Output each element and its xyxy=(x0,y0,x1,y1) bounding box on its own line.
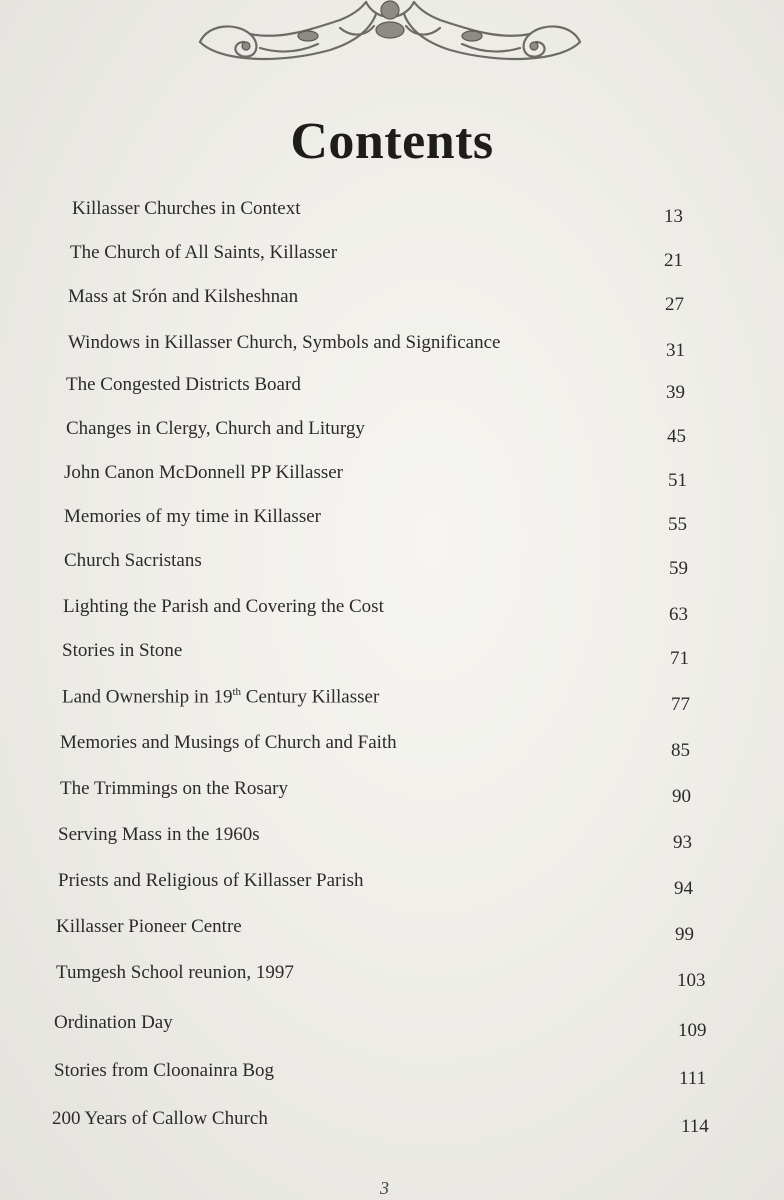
toc-entry-title: The Congested Districts Board xyxy=(66,374,301,395)
toc-entry-page: 51 xyxy=(668,470,687,491)
toc-entry-page: 21 xyxy=(664,250,683,271)
toc-entry xyxy=(64,506,718,536)
toc-entry xyxy=(58,824,723,854)
toc-entry-page: 55 xyxy=(668,514,687,535)
toc-entry-title: Land Ownership in 19th Century Killasser xyxy=(62,686,380,708)
toc-entry xyxy=(54,1060,729,1090)
toc-entry xyxy=(66,374,716,404)
toc-entry-page: 13 xyxy=(664,206,683,227)
toc-entry-title: Tumgesh School reunion, 1997 xyxy=(56,962,294,983)
toc-entry-page: 85 xyxy=(671,740,690,761)
toc-entry xyxy=(72,198,714,228)
toc-entry-page: 39 xyxy=(666,382,685,403)
toc-entry-title: Killasser Churches in Context xyxy=(72,198,301,219)
toc-entry-title: Mass at Srón and Kilsheshnan xyxy=(68,286,299,307)
page-number: 3 xyxy=(380,1178,389,1198)
toc-entry-page: 31 xyxy=(666,340,685,361)
toc-entry-title: Church Sacristans xyxy=(64,550,202,571)
toc-entry-title: Ordination Day xyxy=(54,1012,173,1033)
toc-entry xyxy=(58,870,724,900)
toc-entry-title: Priests and Religious of Killasser Parish xyxy=(58,870,364,891)
toc-entry xyxy=(70,242,714,272)
toc-entry-page: 45 xyxy=(667,426,686,447)
toc-entry-page: 109 xyxy=(678,1020,707,1041)
toc-entry-title: 200 Years of Callow Church xyxy=(52,1108,268,1129)
toc-entry-page: 103 xyxy=(677,970,706,991)
toc-entry xyxy=(63,596,719,626)
toc-entry xyxy=(68,332,716,362)
toc-entry-page: 27 xyxy=(665,294,684,315)
toc-entry-title: The Church of All Saints, Killasser xyxy=(70,242,338,263)
toc-entry xyxy=(60,732,721,762)
toc-entry-title: John Canon McDonnell PP Killasser xyxy=(64,462,344,483)
toc-entry xyxy=(60,778,722,808)
toc-entry-title: Windows in Killasser Church, Symbols and Significance xyxy=(68,332,501,353)
toc-entry xyxy=(68,286,715,316)
toc-entry-page: 90 xyxy=(672,786,691,807)
toc-entry-page: 114 xyxy=(681,1116,709,1137)
toc-entry-page: 77 xyxy=(671,694,690,715)
toc-entry-title: Stories in Stone xyxy=(62,640,183,661)
toc-entry-page: 94 xyxy=(674,878,693,899)
toc-entry-page: 93 xyxy=(673,832,692,853)
toc-entry-page: 111 xyxy=(679,1068,707,1089)
toc-entry-title: Serving Mass in the 1960s xyxy=(58,824,260,845)
toc-entry xyxy=(56,916,725,946)
toc-entry-title: Memories and Musings of Church and Faith xyxy=(60,732,397,753)
toc-entry xyxy=(62,686,721,716)
toc-entry xyxy=(52,1108,731,1138)
toc-entry xyxy=(56,962,727,992)
page-title: Contents xyxy=(290,113,494,170)
toc-entry xyxy=(64,550,719,580)
toc-entry xyxy=(62,640,720,670)
toc-entry xyxy=(54,1012,728,1042)
toc-entry-title: Changes in Clergy, Church and Liturgy xyxy=(66,418,365,439)
toc-entry-page: 59 xyxy=(669,558,688,579)
toc-entry-page: 63 xyxy=(669,604,688,625)
toc-entry-title: Memories of my time in Killasser xyxy=(64,506,321,527)
scroll-ornament xyxy=(190,0,590,82)
toc-entry xyxy=(64,462,718,492)
toc-entry-title: The Trimmings on the Rosary xyxy=(60,778,289,799)
toc-entry-page: 71 xyxy=(670,648,689,669)
toc-entry xyxy=(66,418,717,448)
toc-entry-title: Lighting the Parish and Covering the Cost xyxy=(63,596,384,617)
toc-entry-title: Killasser Pioneer Centre xyxy=(56,916,242,937)
toc-entry-title: Stories from Cloonainra Bog xyxy=(54,1060,275,1081)
toc-entry-page: 99 xyxy=(675,924,694,945)
